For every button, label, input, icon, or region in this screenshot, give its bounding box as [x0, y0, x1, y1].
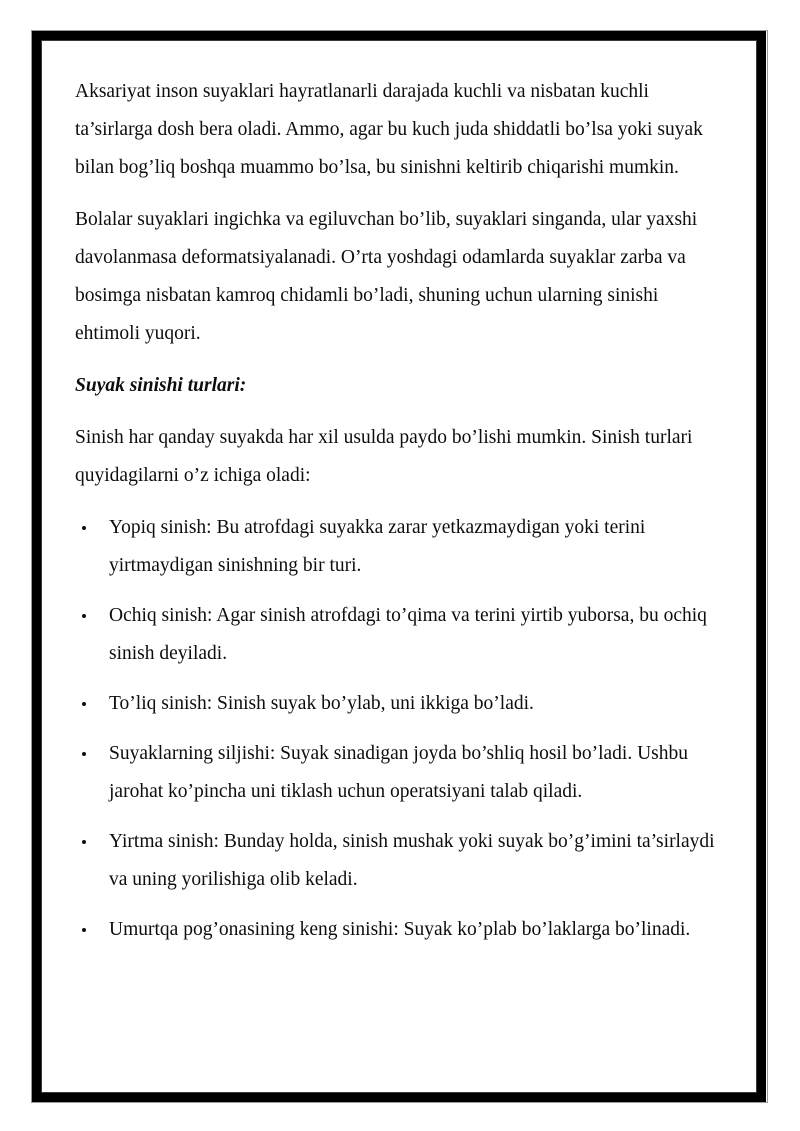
bullet-dot-icon [82, 614, 86, 618]
paragraph-fracture-types-intro: Sinish har qanday suyakda har xil usulda paydo bo’lishi mumkin. Sinish turlari quyidagilarni o’z ichiga oladi: [75, 427, 693, 486]
bullet-dot-icon [82, 752, 86, 756]
list-item [75, 911, 724, 949]
fracture-types-list [75, 509, 724, 949]
list-item [75, 509, 724, 585]
section-heading-fracture-types: Suyak sinishi turlari: [75, 375, 247, 396]
list-item-label: Umurtqa pog’onasining keng sinishi: Suyak ko’plab bo’laklarga bo’linadi. [109, 919, 691, 940]
bullet-dot-icon [82, 526, 86, 530]
paragraph-children-bones: Bolalar suyaklari ingichka va egiluvchan bo’lib, suyaklari singanda, ular yaxshi davolanmasa deformatsiyalanadi. O’rta yoshdagi odamlarda suyaklar zarba va bosimga nisbatan kamroq chidamli bo’ladi, shuning uchun ularning sinishi ehtimoli yuqori. [75, 209, 698, 344]
list-item-label: Ochiq sinish: Agar sinish atrofdagi to’qima va terini yirtib yuborsa, bu ochiq sinish deyiladi. [109, 605, 707, 664]
list-item-label: Yirtma sinish: Bunday holda, sinish mushak yoki suyak bo’g’imini ta’sirlaydi va uning yorilishiga olib keladi. [109, 831, 715, 890]
list-item [75, 823, 724, 899]
list-item-label: Yopiq sinish: Bu atrofdagi suyakka zarar yetkazmaydigan yoki terini yirtmaydigan sinishning bir turi. [109, 517, 646, 576]
bullet-dot-icon [82, 928, 86, 932]
bullet-dot-icon [82, 840, 86, 844]
document-content [42, 41, 756, 1092]
list-item [75, 735, 724, 811]
list-item-label: Suyaklarning siljishi: Suyak sinadigan joyda bo’shliq hosil bo’ladi. Ushbu jarohat ko’pincha uni tiklash uchun operatsiyani talab qiladi. [109, 743, 689, 802]
paragraph-intro-strength: Aksariyat inson suyaklari hayratlanarli darajada kuchli va nisbatan kuchli ta’sirlarga dosh bera oladi. Ammo, agar bu kuch juda shiddatli bo’lsa yoki suyak bilan bog’liq boshqa muammo bo’lsa, bu sinishni keltirib chiqarishi mumkin. [75, 81, 703, 178]
bullet-dot-icon [82, 702, 86, 706]
document-body [75, 73, 724, 949]
list-item-label: To’liq sinish: Sinish suyak bo’ylab, uni ikkiga bo’ladi. [109, 693, 534, 714]
list-item [75, 685, 724, 723]
list-item [75, 597, 724, 673]
